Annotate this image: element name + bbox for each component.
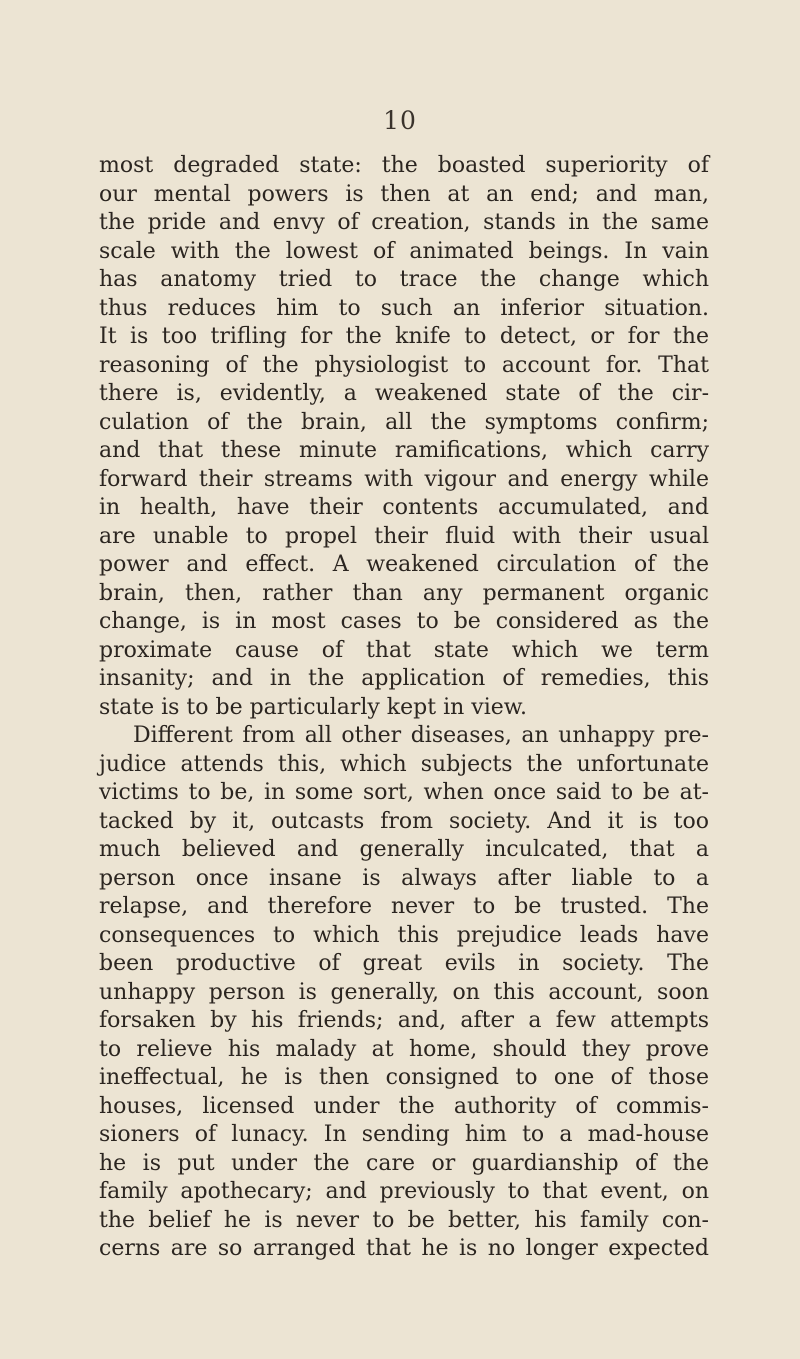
text-line: change, is in most cases to be considered as the bbox=[99, 609, 709, 634]
text-line: judice attends this, which subjects the unfortunate bbox=[99, 751, 709, 777]
text-line: unhappy person is generally, on this account, soon bbox=[99, 979, 709, 1005]
text-line: person once insane is always after liable to a bbox=[99, 865, 709, 891]
text-line: the pride and envy of creation, stands in the same bbox=[99, 210, 709, 235]
text-line: are unable to propel their fluid with their usual bbox=[99, 523, 709, 549]
paragraph-end-line: state is to be particularly kept in view. bbox=[99, 694, 527, 720]
text-line: has anatomy tried to trace the change which bbox=[99, 267, 709, 292]
text-line: and that these minute ramifications, which carry bbox=[99, 438, 709, 463]
text-line: sioners of lunacy. In sending him to a mad-house bbox=[99, 1122, 709, 1147]
text-line: cerns are so arranged that he is no longer expected bbox=[99, 1236, 709, 1261]
text-line: he is put under the care or guardianship of the bbox=[99, 1150, 709, 1176]
text-line: ineffectual, he is then consigned to one of those bbox=[99, 1065, 709, 1090]
text-line: much believed and generally inculcated, that a bbox=[99, 837, 709, 862]
text-line: most degraded state: the boasted superiority of bbox=[99, 153, 709, 178]
text-line: culation of the brain, all the symptoms confirm; bbox=[99, 409, 709, 435]
text-line: to relieve his malady at home, should they prove bbox=[99, 1036, 709, 1062]
text-line: It is too trifling for the knife to detect, or for the bbox=[99, 324, 709, 349]
text-line: consequences to which this prejudice leads have bbox=[99, 922, 709, 948]
text-line: relapse, and therefore never to be trusted. The bbox=[99, 894, 709, 919]
text-line: tacked by it, outcasts from society. And it is too bbox=[99, 808, 709, 834]
text-line: our mental powers is then at an end; and man, bbox=[99, 181, 709, 207]
text-line: forward their streams with vigour and energy while bbox=[99, 466, 709, 492]
text-line: houses, licensed under the authority of commis- bbox=[99, 1093, 709, 1119]
paragraph-start-line: Different from all other diseases, an unhappy pre- bbox=[133, 723, 709, 748]
text-line: in health, have their contents accumulated, and bbox=[99, 495, 709, 520]
text-line: forsaken by his friends; and, after a few attempts bbox=[99, 1008, 709, 1033]
text-line: insanity; and in the application of remedies, this bbox=[99, 666, 709, 691]
text-line: brain, then, rather than any permanent organic bbox=[99, 580, 709, 606]
text-line: reasoning of the physiologist to account for. That bbox=[99, 352, 709, 378]
text-line: power and effect. A weakened circulation of the bbox=[99, 552, 709, 577]
body-text bbox=[99, 152, 709, 1264]
text-line: thus reduces him to such an inferior situation. bbox=[99, 295, 709, 321]
text-line: family apothecary; and previously to that event, on bbox=[99, 1179, 709, 1204]
text-line: been productive of great evils in society. The bbox=[99, 951, 709, 976]
text-line: scale with the lowest of animated beings. In vain bbox=[99, 238, 709, 264]
text-line: victims to be, in some sort, when once said to be at- bbox=[99, 780, 709, 805]
text-line: the belief he is never to be better, his family con- bbox=[99, 1207, 709, 1233]
text-line: proximate cause of that state which we term bbox=[99, 637, 709, 663]
page-number: 10 bbox=[383, 106, 417, 135]
text-line: there is, evidently, a weakened state of the cir- bbox=[99, 381, 709, 406]
